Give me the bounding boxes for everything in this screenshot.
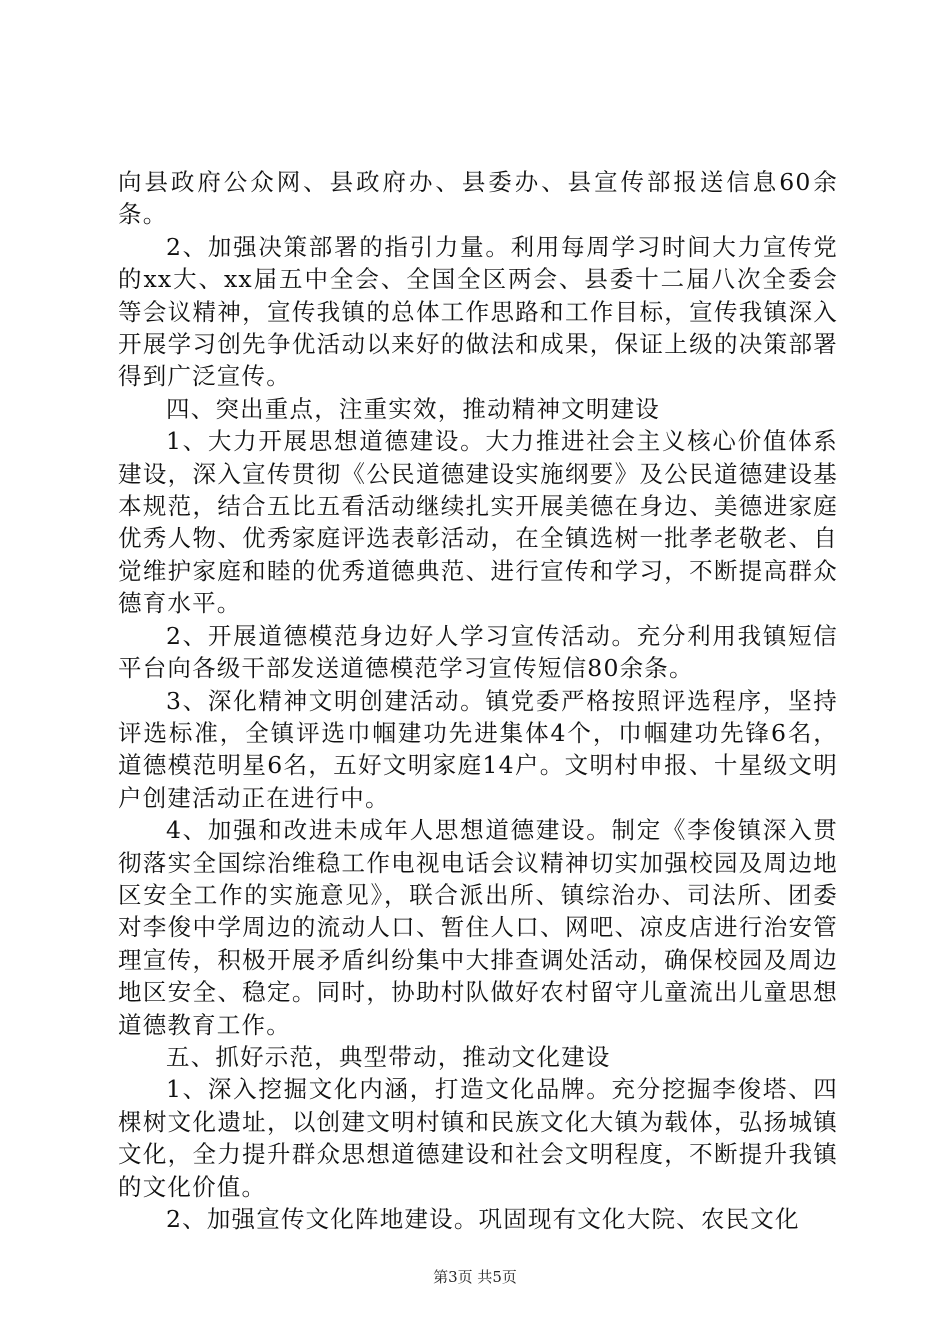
section-heading-4: 四、突出重点，注重实效，推动精神文明建设 — [166, 394, 660, 423]
paragraph-9: 1、深入挖掘文化内涵，打造文化品牌。充分挖掘李俊塔、四棵树文化遗址，以创建文明村镇和民族文化大镇为载体，弘扬城镇文化，全力提升群众思想道德建设和社会文明程度，不断提升我镇的文化价值。 — [118, 1075, 838, 1201]
section-heading-5: 五、抓好示范，典型带动，推动文化建设 — [166, 1042, 611, 1071]
paragraph-5: 2、开展道德模范身边好人学习宣传活动。充分利用我镇短信平台向各级干部发送道德模范学习宣传短信80余条。 — [118, 621, 838, 683]
paragraph-10: 2、加强宣传文化阵地建设。巩固现有文化大院、农民文化 — [166, 1205, 800, 1233]
page-number-footer: 第3页 共5页 — [433, 1268, 517, 1286]
paragraph-4: 1、大力开展思想道德建设。大力推进社会主义核心价值体系建设，深入宣传贯彻《公民道德建设实施纲要》及公民道德建设基本规范，结合五比五看活动继续扎实开展美德在身边、美德进家庭优秀人物、优秀家庭评选表彰活动，在全镇选树一批孝老敬老、自觉维护家庭和睦的优秀道德典范、进行宣传和学习，不断提高群众德育水平。 — [118, 427, 838, 618]
document-body — [118, 166, 838, 1235]
paragraph-7: 4、加强和改进未成年人思想道德建设。制定《李俊镇深入贯彻落实全国综治维稳工作电视电话会议精神切实加强校园及周边地区安全工作的实施意见》，联合派出所、镇综治办、司法所、团委对李俊中学周边的流动人口、暂住人口、网吧、凉皮店进行治安管理宣传，积极开展矛盾纠纷集中大排查调处活动，确保校园及周边地区安全、稳定。同时，协助村队做好农村留守儿童流出儿童思想道德教育工作。 — [118, 816, 838, 1039]
paragraph-2: 2、加强决策部署的指引力量。利用每周学习时间大力宣传党的xx大、xx届五中全会、全国全区两会、县委十二届八次全委会等会议精神，宣传我镇的总体工作思路和工作目标，宣传我镇深入开展学习创先争优活动以来好的做法和成果，保证上级的决策部署得到广泛宣传。 — [118, 232, 838, 391]
paragraph-6: 3、深化精神文明创建活动。镇党委严格按照评选程序，坚持评选标准，全镇评选巾帼建功先进集体4个，巾帼建功先锋6名，道德模范明星6名，五好文明家庭14户。文明村申报、十星级文明户创建活动正在进行中。 — [118, 686, 838, 812]
paragraph-1: 向县政府公众网、县政府办、县委办、县宣传部报送信息60余条。 — [118, 168, 838, 229]
